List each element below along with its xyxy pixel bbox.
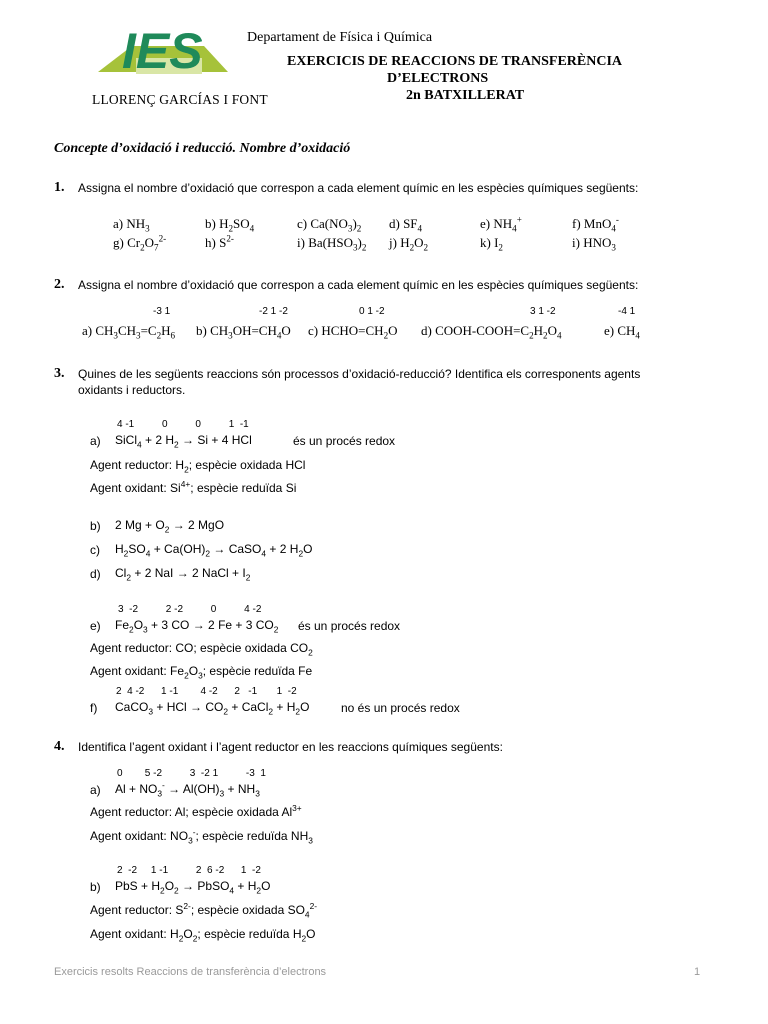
q4a-oxidant: Agent oxidant: $NO_3^-$; espècie reduïda $NH_3$ [90, 827, 313, 846]
q3d-equation: $Cl_2 + 2$ NaI → 2 NaCl + $I_2$ [115, 566, 251, 583]
q3a-reductor: Agent reductor: $H_2$; espècie oxidada HCl [90, 458, 306, 475]
q4b-reductor: Agent reductor: $S^{2-}$; espècie oxidada $SO_4^{2-}$ [90, 901, 318, 920]
q4-text: Identifica l’agent oxidant i l’agent reductor en les reaccions químiques següents: [78, 740, 503, 754]
q3e-reductor: Agent reductor: CO; espècie oxidada $CO_2$ [90, 641, 313, 658]
school-logo [92, 18, 268, 112]
page-number: 1 [694, 966, 701, 978]
q1-item: g) $Cr_2O_7^{2-}$ [113, 233, 167, 253]
q2-item-b: b) $CH_3OH=CH_4O$ [196, 323, 291, 341]
page-title-line2: D’ELECTRONS [387, 71, 489, 86]
q4a-ox: 0 5 -2 3 -2 1 -3 1 [117, 768, 266, 779]
footer-text: Exercicis resolts Reaccions de transferència d’electrons [54, 966, 327, 978]
q1-item: a) $NH_3$ [113, 216, 150, 234]
q3f-label: f) [90, 701, 98, 715]
q1-item: i) $Ba(HSO_3)_2$ [297, 235, 367, 253]
q3f-equation: CaCO$_3$ + HCl → $CO_2$ + CaCl$_2$ + $H_2O$ [115, 700, 310, 717]
q4a-equation: $Al + NO_3^- \to Al(OH)_3 + NH_3$ [115, 780, 260, 799]
q4b-oxidant: Agent oxidant: $H_2O_2$; espècie reduïda $H_2O$ [90, 927, 316, 944]
q2-number: 2. [54, 277, 65, 292]
q3f-note: no és un procés redox [341, 701, 460, 715]
q1-number: 1. [54, 180, 65, 195]
q2-ox-b: -2 1 -2 [259, 306, 288, 317]
q3a-label: a) [90, 434, 101, 448]
q2-item-d: d) COOH-$COOH=C_2H_2O_4$ [421, 323, 562, 341]
q2-item-e: e) $CH_4$ [604, 323, 640, 341]
q4-number: 4. [54, 739, 65, 754]
q3a-note: és un procés redox [293, 434, 396, 448]
q3e-note: és un procés redox [298, 619, 401, 633]
q2-ox-c: 0 1 -2 [359, 306, 385, 317]
q4a-label: a) [90, 783, 101, 797]
q1-item: i) $HNO_3$ [572, 235, 616, 253]
q4b-equation: PbS + $H_2O_2$ → PbSO$_4$ + $H_2O$ [115, 879, 271, 896]
q4b-ox: 2 -2 1 -1 2 6 -2 1 -2 [117, 865, 261, 876]
department-name: Departament de Física i Química [247, 30, 433, 45]
q1-item: h) $S^{2-}$ [205, 233, 234, 250]
q3c-label: c) [90, 543, 100, 557]
q3e-oxidant: Agent oxidant: $Fe_2O_3$; espècie reduïda Fe [90, 664, 313, 681]
q1-item: e) $NH_4^+$ [480, 214, 522, 234]
q3e-equation: $Fe_2O_3 + 3$ CO → 2 Fe + 3 $CO_2$ [115, 618, 279, 635]
q2-ox-e: -4 1 [618, 306, 636, 317]
q2-ox-d: 3 1 -2 [530, 306, 556, 317]
q2-item-a: a) $CH_3CH_3=C_2H_6$ [82, 323, 176, 341]
q3a-ox: 4 -1 0 0 1 -1 [117, 419, 249, 430]
q3c-equation: $H_2SO_4 + Ca(OH)_2$ → CaSO$_4$ + 2 $H_2O$ [115, 542, 313, 559]
q4b-label: b) [90, 880, 101, 894]
page-title-line3: 2n BATXILLERAT [406, 88, 525, 103]
q1-text: Assigna el nombre d’oxidació que correspon a cada element químic en les espècies químiques següents: [78, 181, 639, 195]
section-title: Concepte d’oxidació i reducció. Nombre d’oxidació [54, 141, 351, 156]
q3b-label: b) [90, 519, 101, 533]
q2-text: Assigna el nombre d’oxidació que correspon a cada element químic en les espècies químiques següents: [78, 278, 639, 292]
q3e-ox: 3 -2 2 -2 0 4 -2 [118, 604, 262, 615]
page-title-line1: EXERCICIS DE REACCIONS DE TRANSFERÈNCIA [287, 54, 623, 69]
q3d-label: d) [90, 567, 101, 581]
q3a-oxidant: Agent oxidant: $Si^{4+}$; espècie reduïda Si [90, 479, 297, 495]
q3a-equation: SiCl$_4$ + 2 $H_2 \to Si + 4$ HCl [115, 433, 252, 450]
q1-item: f) MnO$_4$- [572, 214, 619, 234]
q3f-ox: 2 4 -2 1 -1 4 -2 2 -1 1 -2 [116, 686, 297, 697]
q3-number: 3. [54, 366, 65, 381]
q1-item: b) $H_2SO_4$ [205, 216, 255, 234]
logo-subtitle: LLORENÇ GARCÍAS I FONT [92, 92, 268, 107]
q3b-equation: 2 $Mg + O_2 \to 2$ MgO [115, 518, 225, 535]
q1-item: j) $H_2O_2$ [389, 235, 429, 253]
q2-item-c: c) $HCHO=CH_2O$ [308, 323, 398, 341]
q1-item: c) $Ca(NO_3)_2$ [297, 216, 362, 234]
q1-item: k) $I_2$ [480, 235, 503, 253]
logo-text: IES [122, 23, 203, 79]
q1-item: d) $SF_4$ [389, 216, 423, 234]
q3e-label: e) [90, 619, 101, 633]
q2-ox-a: -3 1 [153, 306, 171, 317]
q4a-reductor: Agent reductor: Al; espècie oxidada $Al^{3+}$ [90, 803, 302, 819]
q3-text-line1: Quines de les següents reaccions són processos d’oxidació-reducció? Identifica els corresponents agents [78, 367, 641, 381]
q3-text-line2: oxidants i reductors. [78, 383, 186, 397]
